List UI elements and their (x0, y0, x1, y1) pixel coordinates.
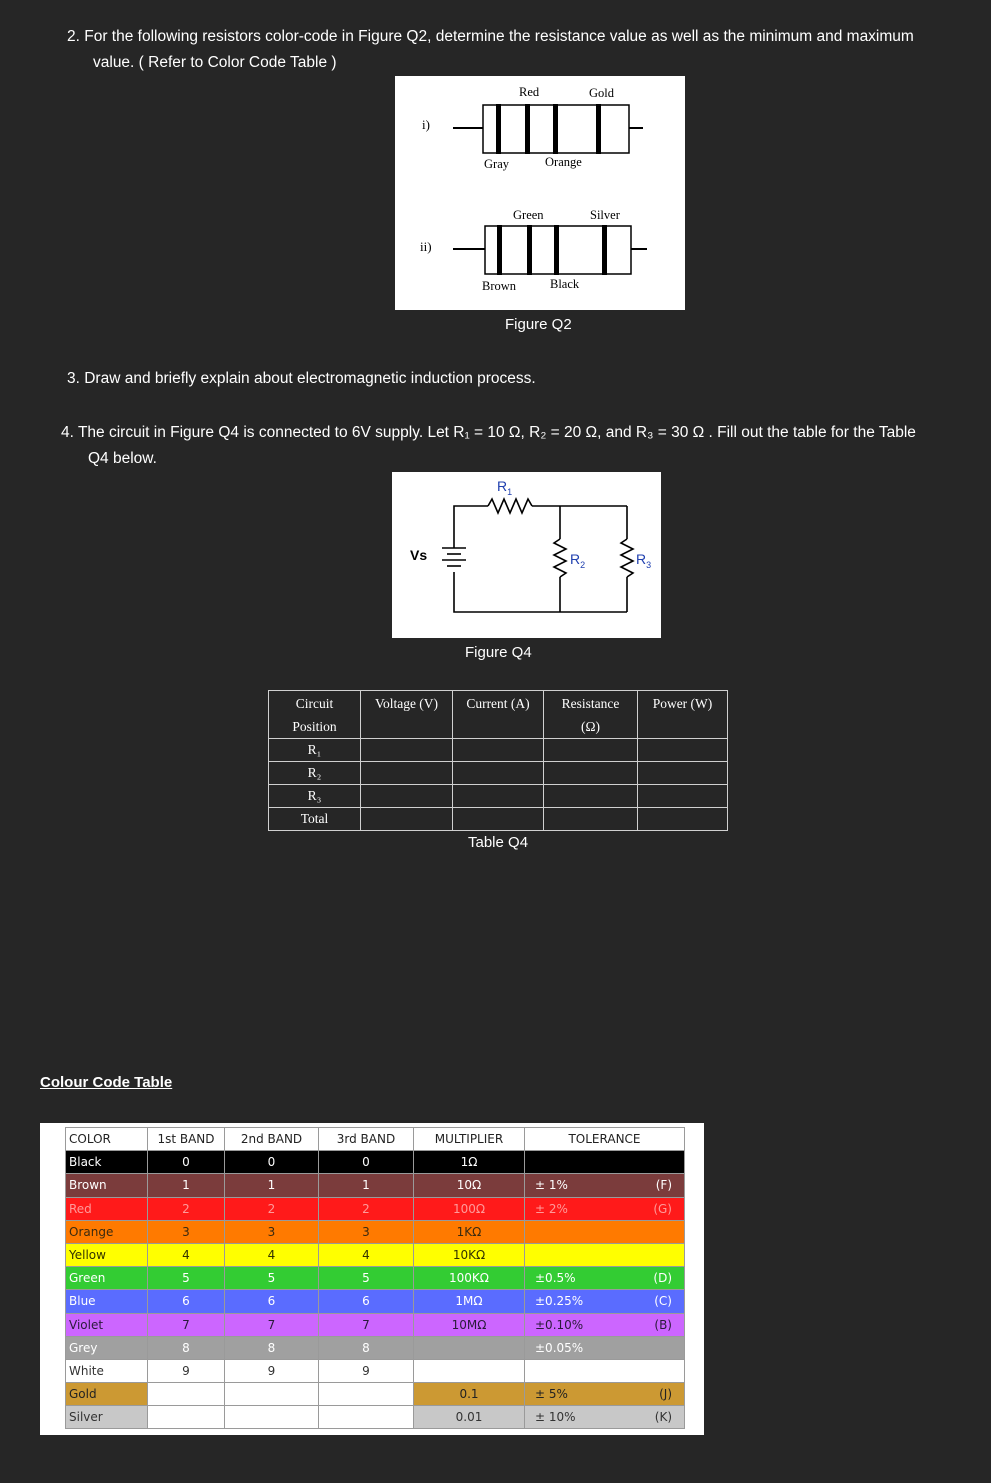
question-4 (61, 420, 916, 472)
colour-row-violet (66, 1313, 685, 1336)
multiplier-value: 1KΩ (414, 1220, 525, 1243)
tolerance-cell (525, 1174, 685, 1197)
r2-label-sub: 2 (580, 559, 586, 570)
multiplier-value (414, 1336, 525, 1359)
band-3-value: 0 (319, 1151, 414, 1174)
tolerance-wrap (535, 1341, 672, 1355)
band-1-value: 9 (148, 1359, 225, 1382)
multiplier-value: 10Ω (414, 1174, 525, 1197)
resistor-2-label: ii) (420, 239, 432, 254)
band-3-value: 2 (319, 1197, 414, 1220)
resistor-1-bottom-right: Orange (545, 155, 582, 169)
header-resistance: Resistance (Ω) (544, 691, 638, 739)
header-voltage: Voltage (V) (361, 691, 453, 739)
figure-q4 (392, 472, 661, 638)
colour-row-brown (66, 1174, 685, 1197)
tolerance-value: ± 2% (535, 1201, 568, 1216)
resistor-1-top-left: Red (519, 85, 540, 99)
table-row (269, 808, 728, 831)
power-cell[interactable] (638, 785, 728, 808)
colour-code-table (65, 1127, 685, 1429)
resistor-1 (453, 105, 643, 153)
tolerance-value: ± 5% (535, 1387, 568, 1402)
tolerance-wrap (535, 1271, 672, 1285)
current-cell[interactable] (453, 739, 544, 762)
band-1-value: 1 (148, 1174, 225, 1197)
tolerance-value: ± 1% (535, 1178, 568, 1193)
r1-label-sub: 1 (507, 486, 513, 497)
band-silver (603, 226, 606, 274)
colour-row-green (66, 1267, 685, 1290)
band-black (555, 226, 558, 274)
power-cell[interactable] (638, 739, 728, 762)
resistor-2-top-right: Silver (590, 208, 620, 222)
resistance-cell[interactable] (544, 808, 638, 831)
question-4-line-1: 4. The circuit in Figure Q4 is connected to 6V supply. Let R₁ = 10 Ω, R₂ = 20 Ω, and R₃ = 30 Ω . Fill out the table for the Table (61, 424, 916, 441)
band-orange (554, 105, 557, 153)
row-label: R₁ (269, 739, 361, 762)
r2-label-text: R (570, 551, 581, 567)
question-2-line-2: value. ( Refer to Color Code Table ) (93, 54, 337, 71)
r1-label-text: R (497, 478, 508, 494)
row-label: Total (269, 808, 361, 831)
resistor-r2-zigzag (554, 539, 566, 577)
colour-code-title: Colour Code Table (40, 1074, 173, 1091)
tolerance-code: (K) (654, 1410, 672, 1425)
band-2-value: 9 (225, 1359, 319, 1382)
band-brown (498, 226, 501, 274)
color-name: Black (66, 1151, 148, 1174)
band-2-value: 3 (225, 1220, 319, 1243)
header-power: Power (W) (638, 691, 728, 739)
resistor-1-bottom-left: Gray (484, 157, 509, 171)
band-gray (497, 105, 500, 153)
color-name: Orange (66, 1220, 148, 1243)
voltage-cell[interactable] (361, 808, 453, 831)
tolerance-cell (525, 1290, 685, 1313)
figure-q2-caption: Figure Q2 (505, 316, 572, 333)
table-q4-header (269, 691, 728, 739)
row-label: R₂ (269, 762, 361, 785)
band-green (528, 226, 531, 274)
band-3-value (319, 1383, 414, 1406)
band-2-value: 4 (225, 1243, 319, 1266)
tolerance-value: ±0.5% (535, 1271, 576, 1286)
color-name: Yellow (66, 1243, 148, 1266)
power-cell[interactable] (638, 762, 728, 785)
tolerance-wrap (535, 1387, 672, 1401)
band-red (526, 105, 529, 153)
colour-code-table-image (40, 1123, 704, 1435)
figure-q2 (395, 76, 685, 310)
tolerance-code: (G) (653, 1201, 672, 1216)
color-name: Green (66, 1267, 148, 1290)
band-3-value: 5 (319, 1267, 414, 1290)
figure-q4-circuit (392, 472, 661, 638)
color-name: Grey (66, 1336, 148, 1359)
color-name: Red (66, 1197, 148, 1220)
voltage-cell[interactable] (361, 762, 453, 785)
resistor-r1-zigzag (488, 499, 532, 513)
table-q4 (268, 690, 728, 831)
colour-code-header (66, 1128, 685, 1151)
band-1-value: 8 (148, 1336, 225, 1359)
colour-row-yellow (66, 1243, 685, 1266)
header-circuit-position: Circuit Position (269, 691, 361, 739)
band-1-value: 7 (148, 1313, 225, 1336)
header-band-1: 1st BAND (148, 1128, 225, 1151)
tolerance-cell (525, 1197, 685, 1220)
band-1-value: 6 (148, 1290, 225, 1313)
colour-row-orange (66, 1220, 685, 1243)
band-1-value: 0 (148, 1151, 225, 1174)
resistor-r3-zigzag (621, 539, 633, 577)
question-3: 3. Draw and briefly explain about electromagnetic induction process. (67, 370, 536, 387)
current-cell[interactable] (453, 808, 544, 831)
question-2-line-1: 2. For the following resistors color-code in Figure Q2, determine the resistance value as well as the minimum and maximum (67, 28, 914, 45)
tolerance-cell (525, 1383, 685, 1406)
r3-label (636, 551, 651, 570)
multiplier-value: 10MΩ (414, 1313, 525, 1336)
resistance-cell[interactable] (544, 785, 638, 808)
current-cell[interactable] (453, 762, 544, 785)
tolerance-wrap (535, 1294, 672, 1308)
r3-label-text: R (636, 551, 647, 567)
row-label: R₃ (269, 785, 361, 808)
tolerance-wrap (535, 1202, 672, 1216)
tolerance-wrap (535, 1318, 672, 1332)
multiplier-value: 1MΩ (414, 1290, 525, 1313)
multiplier-value: 0.01 (414, 1406, 525, 1429)
multiplier-value: 1Ω (414, 1151, 525, 1174)
band-2-value: 5 (225, 1267, 319, 1290)
colour-code-rows (66, 1151, 685, 1429)
color-name: Silver (66, 1406, 148, 1429)
header-color: COLOR (66, 1128, 148, 1151)
band-3-value: 3 (319, 1220, 414, 1243)
multiplier-value: 100KΩ (414, 1267, 525, 1290)
color-name: White (66, 1359, 148, 1382)
tolerance-code: (F) (655, 1178, 672, 1193)
r3-label-sub: 3 (646, 559, 652, 570)
band-1-value: 2 (148, 1197, 225, 1220)
band-2-value: 1 (225, 1174, 319, 1197)
multiplier-value: 10KΩ (414, 1243, 525, 1266)
table-row (269, 785, 728, 808)
tolerance-value: ±0.10% (535, 1317, 584, 1332)
band-1-value: 3 (148, 1220, 225, 1243)
band-1-value: 5 (148, 1267, 225, 1290)
band-gold (597, 105, 600, 153)
band-2-value: 8 (225, 1336, 319, 1359)
color-name: Brown (66, 1174, 148, 1197)
band-2-value (225, 1406, 319, 1429)
resistor-2-bottom-right: Black (550, 277, 580, 291)
tolerance-value: ±0.25% (535, 1294, 584, 1309)
voltage-cell[interactable] (361, 785, 453, 808)
band-3-value (319, 1406, 414, 1429)
colour-row-grey (66, 1336, 685, 1359)
resistance-cell[interactable] (544, 762, 638, 785)
voltage-cell[interactable] (361, 739, 453, 762)
color-name: Violet (66, 1313, 148, 1336)
tolerance-cell (525, 1243, 685, 1266)
wire-left-bottom (454, 572, 627, 612)
colour-row-black (66, 1151, 685, 1174)
band-3-value: 8 (319, 1336, 414, 1359)
colour-row-blue (66, 1290, 685, 1313)
question-2 (67, 24, 914, 76)
band-2-value: 7 (225, 1313, 319, 1336)
header-band-2: 2nd BAND (225, 1128, 319, 1151)
header-tolerance: TOLERANCE (525, 1128, 685, 1151)
color-name: Blue (66, 1290, 148, 1313)
header-band-3: 3rd BAND (319, 1128, 414, 1151)
tolerance-wrap (535, 1410, 672, 1424)
resistance-cell[interactable] (544, 739, 638, 762)
tolerance-cell (525, 1336, 685, 1359)
colour-row-silver (66, 1406, 685, 1429)
colour-row-gold (66, 1383, 685, 1406)
resistor-1-label: i) (422, 117, 430, 132)
multiplier-value (414, 1359, 525, 1382)
tolerance-value: ± 10% (535, 1410, 576, 1425)
band-2-value (225, 1383, 319, 1406)
colour-row-red (66, 1197, 685, 1220)
tolerance-value: ±0.05% (535, 1340, 584, 1355)
resistor-2 (453, 226, 647, 274)
header-current: Current (A) (453, 691, 544, 739)
band-3-value: 4 (319, 1243, 414, 1266)
figure-q4-caption: Figure Q4 (465, 644, 532, 661)
color-name: Gold (66, 1383, 148, 1406)
tolerance-code: (D) (653, 1271, 672, 1286)
figure-q2-drawing (395, 76, 685, 310)
band-1-value: 4 (148, 1243, 225, 1266)
wire-left-top (454, 506, 488, 542)
band-3-value: 1 (319, 1174, 414, 1197)
table-q4-caption: Table Q4 (468, 834, 529, 851)
band-2-value: 2 (225, 1197, 319, 1220)
resistor-1-top-right: Gold (589, 86, 614, 100)
tolerance-cell (525, 1359, 685, 1382)
tolerance-wrap (535, 1178, 672, 1192)
band-1-value (148, 1383, 225, 1406)
table-row (269, 762, 728, 785)
tolerance-cell (525, 1151, 685, 1174)
tolerance-cell (525, 1313, 685, 1336)
tolerance-code: (J) (659, 1387, 672, 1402)
tolerance-cell (525, 1220, 685, 1243)
multiplier-value: 100Ω (414, 1197, 525, 1220)
resistor-2-top-left: Green (513, 208, 544, 222)
table-row (269, 739, 728, 762)
tolerance-code: (C) (654, 1294, 672, 1309)
r1-label (497, 478, 512, 497)
multiplier-value: 0.1 (414, 1383, 525, 1406)
band-3-value: 7 (319, 1313, 414, 1336)
power-cell[interactable] (638, 808, 728, 831)
header-multiplier: MULTIPLIER (414, 1128, 525, 1151)
current-cell[interactable] (453, 785, 544, 808)
colour-row-white (66, 1359, 685, 1382)
question-4-line-2: Q4 below. (88, 450, 157, 467)
tolerance-code: (B) (654, 1317, 672, 1332)
band-2-value: 6 (225, 1290, 319, 1313)
r2-label (570, 551, 585, 570)
band-3-value: 9 (319, 1359, 414, 1382)
tolerance-cell (525, 1267, 685, 1290)
vs-label: Vs (410, 547, 428, 563)
band-1-value (148, 1406, 225, 1429)
band-2-value: 0 (225, 1151, 319, 1174)
tolerance-cell (525, 1406, 685, 1429)
band-3-value: 6 (319, 1290, 414, 1313)
resistor-2-bottom-left: Brown (482, 279, 517, 293)
